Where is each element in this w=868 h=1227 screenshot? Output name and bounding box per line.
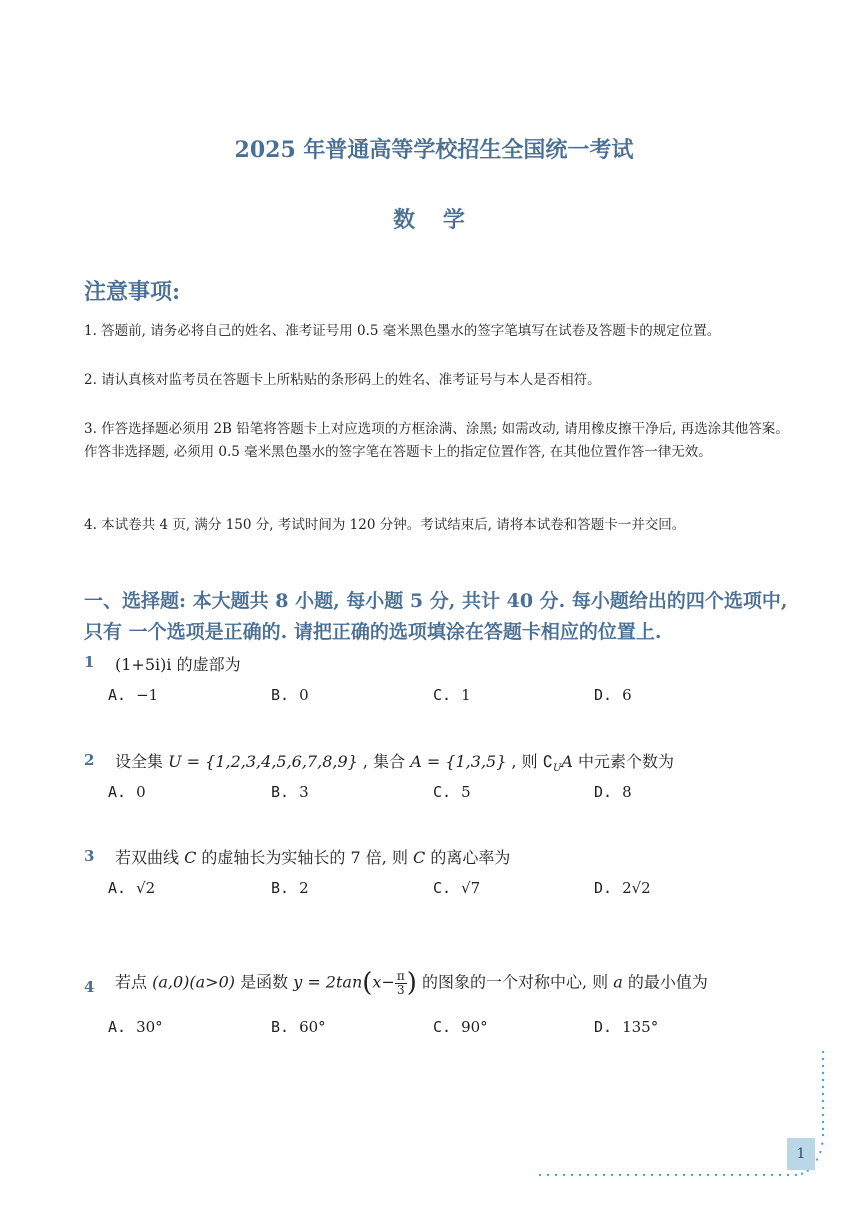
- page-number: 1: [787, 1138, 815, 1170]
- section-heading-line2: 只有 一个选项是正确的. 请把正确的选项填涂在答题卡相应的位置上.: [84, 621, 662, 643]
- option-b[interactable]: [271, 1018, 326, 1036]
- option-value: 2: [299, 879, 309, 897]
- question-number: 3: [84, 847, 95, 865]
- math-variable: a: [613, 972, 623, 992]
- left-paren: (: [362, 968, 373, 998]
- option-b[interactable]: [271, 783, 309, 801]
- option-value: 135°: [622, 1018, 659, 1036]
- option-value: −1: [136, 686, 159, 704]
- option-label: A.: [108, 879, 127, 897]
- option-value: √7: [461, 879, 481, 897]
- stem-text: , 则: [506, 752, 543, 771]
- stem-text: 的虚轴长为实轴长的 7 倍, 则: [196, 848, 414, 867]
- question-number: 4: [84, 978, 95, 996]
- math-expression: (1+5i)i: [115, 655, 172, 674]
- option-value: 60°: [299, 1018, 326, 1036]
- stem-text: 的图象的一个对称中心, 则: [416, 972, 614, 992]
- option-b[interactable]: [271, 879, 309, 897]
- option-label: C.: [433, 783, 452, 801]
- fraction-denominator: 3: [396, 982, 405, 997]
- right-paren: ): [406, 968, 417, 998]
- option-b[interactable]: [271, 686, 309, 704]
- math-expression: x−: [372, 972, 395, 992]
- option-value: 30°: [136, 1018, 163, 1036]
- option-d[interactable]: [594, 879, 651, 897]
- stem-text: 的虚部为: [171, 655, 241, 674]
- math-expression: y = 2tan: [293, 972, 363, 992]
- option-d[interactable]: [594, 1018, 658, 1036]
- option-c[interactable]: [433, 1018, 488, 1036]
- option-label: C.: [433, 1018, 452, 1036]
- option-a[interactable]: [108, 783, 146, 801]
- math-variable: C: [184, 848, 197, 867]
- math-expression: A = {1,3,5}: [410, 752, 507, 771]
- stem-text: 若双曲线: [115, 848, 185, 867]
- option-value: 0: [136, 783, 146, 801]
- section-heading-line1: 一、选择题: 本大题共 8 小题, 每小题 5 分, 共计 40 分. 每小题给出的四个选项中,: [84, 590, 788, 612]
- option-label: C.: [433, 879, 452, 897]
- option-d[interactable]: [594, 686, 632, 704]
- option-label: D.: [594, 879, 613, 897]
- option-a[interactable]: [108, 879, 155, 897]
- complement-symbol: ∁: [542, 752, 553, 771]
- option-a[interactable]: [108, 686, 158, 704]
- question-stem: [115, 652, 241, 675]
- option-label: B.: [271, 879, 290, 897]
- fraction-numerator: π: [396, 968, 405, 983]
- option-value: 2√2: [622, 879, 651, 897]
- option-label: B.: [271, 783, 290, 801]
- fraction: [395, 970, 407, 997]
- math-expression: (a,0)(a>0): [152, 972, 235, 992]
- exam-title: 2025 年普通高等学校招生全国统一考试: [234, 137, 634, 163]
- question-number: 2: [84, 751, 95, 769]
- option-label: A.: [108, 686, 127, 704]
- stem-text: 中元素个数为: [572, 752, 675, 771]
- option-c[interactable]: [433, 783, 471, 801]
- stem-text: 是函数: [235, 972, 294, 992]
- option-label: C.: [433, 686, 452, 704]
- option-label: B.: [271, 686, 290, 704]
- option-value: 3: [299, 783, 309, 801]
- question-stem: [115, 845, 510, 868]
- notice-item: 2. 请认真核对监考员在答题卡上所粘贴的条形码上的姓名、准考证号与本人是否相符。: [84, 372, 601, 388]
- option-value: 90°: [461, 1018, 488, 1036]
- notice-heading: 注意事项:: [84, 279, 181, 305]
- stem-text: 若点: [115, 972, 153, 992]
- option-value: 6: [622, 686, 632, 704]
- notice-item: 3. 作答选择题必须用 2B 铅笔将答题卡上对应选项的方框涂满、涂黑; 如需改动, 请用橡皮擦干净后, 再选涂其他答案。作答非选择题, 必须用 0.5 毫米黑色墨水的签字笔在答题卡上的指定位置作答, 在其他位置作答一律无效。: [84, 421, 789, 460]
- option-value: 5: [461, 783, 471, 801]
- option-label: D.: [594, 1018, 613, 1036]
- question-stem: [115, 749, 674, 774]
- option-c[interactable]: [433, 686, 471, 704]
- complement-subscript: U: [552, 763, 562, 775]
- stem-text: 的离心率为: [425, 848, 511, 867]
- option-c[interactable]: [433, 879, 480, 897]
- option-d[interactable]: [594, 783, 632, 801]
- option-value: 1: [461, 686, 471, 704]
- notice-item: 1. 答题前, 请务必将自己的姓名、准考证号用 0.5 毫米黑色墨水的签字笔填写在试卷及答题卡的规定位置。: [84, 323, 721, 339]
- option-value: 8: [622, 783, 632, 801]
- question-number: 1: [84, 653, 95, 671]
- option-label: D.: [594, 783, 613, 801]
- stem-text: 的最小值为: [622, 972, 708, 992]
- stem-text: 设全集: [115, 752, 169, 771]
- option-label: B.: [271, 1018, 290, 1036]
- math-variable: C: [413, 848, 426, 867]
- subject-title: 数 学: [393, 207, 475, 233]
- option-label: A.: [108, 783, 127, 801]
- notice-item: 4. 本试卷共 4 页, 满分 150 分, 考试时间为 120 分钟。考试结束后, 请将本试卷和答题卡一并交回。: [84, 517, 686, 533]
- option-value: 0: [299, 686, 309, 704]
- stem-text: , 集合: [357, 752, 411, 771]
- question-stem: [115, 968, 708, 998]
- option-a[interactable]: [108, 1018, 163, 1036]
- option-label: D.: [594, 686, 613, 704]
- math-expression: U = {1,2,3,4,5,6,7,8,9}: [168, 752, 358, 771]
- option-value: √2: [136, 879, 156, 897]
- math-expression: A: [561, 752, 573, 771]
- option-label: A.: [108, 1018, 127, 1036]
